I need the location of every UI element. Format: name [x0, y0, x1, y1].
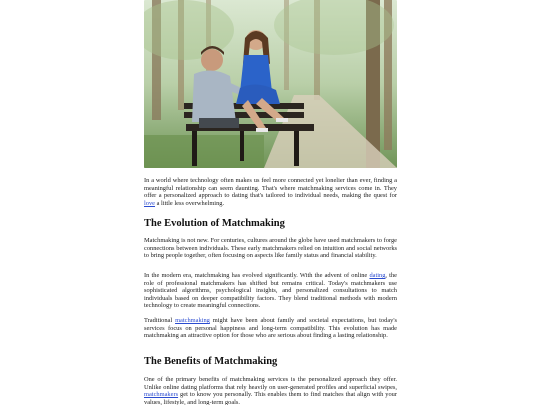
matchmaking-link[interactable]: matchmaking [175, 317, 210, 324]
love-link[interactable]: love [144, 199, 156, 207]
matchmakers-link[interactable]: matchmakers [144, 391, 179, 399]
section-heading-evolution: The Evolution of Matchmaking [144, 218, 285, 229]
evolution-paragraph-3: Traditional matchmaking might have been about family and societal expectations, but today's services focus on personal happiness and long-term compatibility. This evolution has made matchmaking an attractive option for those who are serious about finding a lasting relationship. [144, 317, 397, 340]
dating-link[interactable]: dating [369, 272, 386, 279]
evolution-paragraph-2: In the modern era, matchmaking has evolved significantly. With the advent of online dating, the role of professional matchmakers has shifted but remains critical. Today's matchmakers use sophisticated algorithms, psychological insights, and personalized consultations to match individuals based on deeper compatibility factors. They blend traditional methods with modern technology to create meaningful connections. [144, 272, 397, 310]
section-heading-benefits: The Benefits of Matchmaking [144, 356, 278, 367]
photo-illustration [144, 0, 397, 168]
intro-paragraph: In a world where technology often makes us feel more connected yet lonelier than ever, finding a meaningful relationship can seem daunting. That's where matchmaking services come in. They offer a personalized approach to dating that's tailored to individual needs, making the quest for love a little less overwhelming. [144, 177, 397, 207]
couple-on-bench-photo [144, 0, 397, 168]
benefits-paragraph-1: One of the primary benefits of matchmaking services is the personalized approach they offer. Unlike online dating platforms that rely heavily on user-generated profiles and superficial swipes, matchmakers get to know you personally. This enables them to find matches that align with your values, lifestyle, and long-term goals. [144, 376, 397, 405]
evolution-paragraph-1: Matchmaking is not new. For centuries, cultures around the globe have used matchmakers to forge connections between individuals. These early matchmakers relied on intuition and social networks to bring people together, often focusing on aspects like family status and financial stability. [144, 237, 397, 260]
